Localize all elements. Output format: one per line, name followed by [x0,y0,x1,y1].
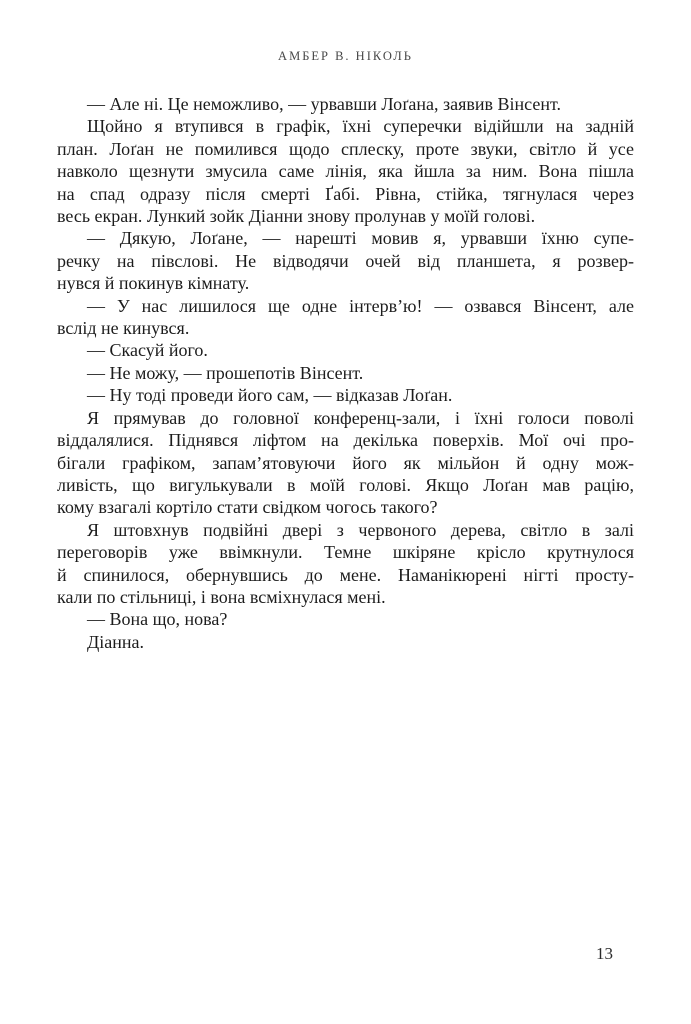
text-line: весь екран. Лункий зойк Діанни знову пролунав у моїй голові. [57,206,536,227]
text-line: план. Лоґан не помилився щодо сплеску, проте звуки, світло й усе [57,138,634,159]
text-line: — Але ні. Це неможливо, — урвавши Лоґана, заявив Вінсент. [87,94,562,114]
text-line: — Ну тоді проведи його сам, — відказав Лоґан. [87,385,453,406]
text-line: кому взагалі кортіло стати свідком чогось такого? [57,497,438,518]
text-line: віддалялися. Піднявся ліфтом на декілька поверхів. Мої очі про- [57,430,634,451]
text-line: кали по стільниці, і вона всміхнулася мені. [57,586,386,607]
paragraph [57,519,634,609]
paragraph [57,608,634,630]
text-line: речку на півслові. Не відводячи очей від планшета, я розвер- [57,250,634,271]
paragraph [57,407,634,519]
text-line: Діанна. [87,631,145,652]
text-line: нувся й покинув кімнату. [57,273,250,294]
text-line: бігали графіком, запам’ятовуючи його як мільйон й одну мож- [57,452,634,473]
text-line: вслід не кинувся. [57,318,190,339]
paragraph [57,227,634,294]
text-line: переговорів уже ввімкнули. Темне шкіряне крісло крутнулося [57,542,634,563]
text-line: на спад одразу після смерті Ґабі. Рівна, стійка, тягнулася через [57,183,634,204]
text-line: — Дякую, Лоґане, — нарешті мовив я, урвавши їхню супе- [87,228,634,249]
paragraph [57,362,634,384]
text-line: — У нас лишилося ще одне інтерв’ю! — озвався Вінсент, але [87,295,634,316]
page-number: 13 [596,944,613,963]
paragraph [57,93,634,115]
text-line: Щойно я втупився в графік, їхні суперечки відійшли на задній [87,116,634,137]
text-block [57,93,634,653]
paragraph [57,384,634,406]
text-line: — Не можу, — прошепотів Вінсент. [87,362,364,383]
paragraph [57,295,634,340]
text-line: — Вона що, нова? [87,609,228,630]
text-line: Я прямував до головної конференц-зали, і їхні голоси поволі [87,407,634,428]
paragraph [57,631,634,653]
paragraph [57,339,634,361]
text-line: Я штовхнув подвійні двері з червоного дерева, світло в залі [87,519,634,540]
running-header: АМБЕР В. НІКОЛЬ [278,49,413,63]
text-line: — Скасуй його. [87,340,208,361]
text-line: й спинилося, обернувшись до мене. Наманікюрені нігті просту- [57,564,634,585]
text-line: ливість, що вигулькували в моїй голові. Якщо Лоґан мав рацію, [57,474,634,495]
text-line: навколо щезнути змусила саме лінія, яка йшла за ним. Вона пішла [57,161,634,182]
paragraph [57,115,634,227]
